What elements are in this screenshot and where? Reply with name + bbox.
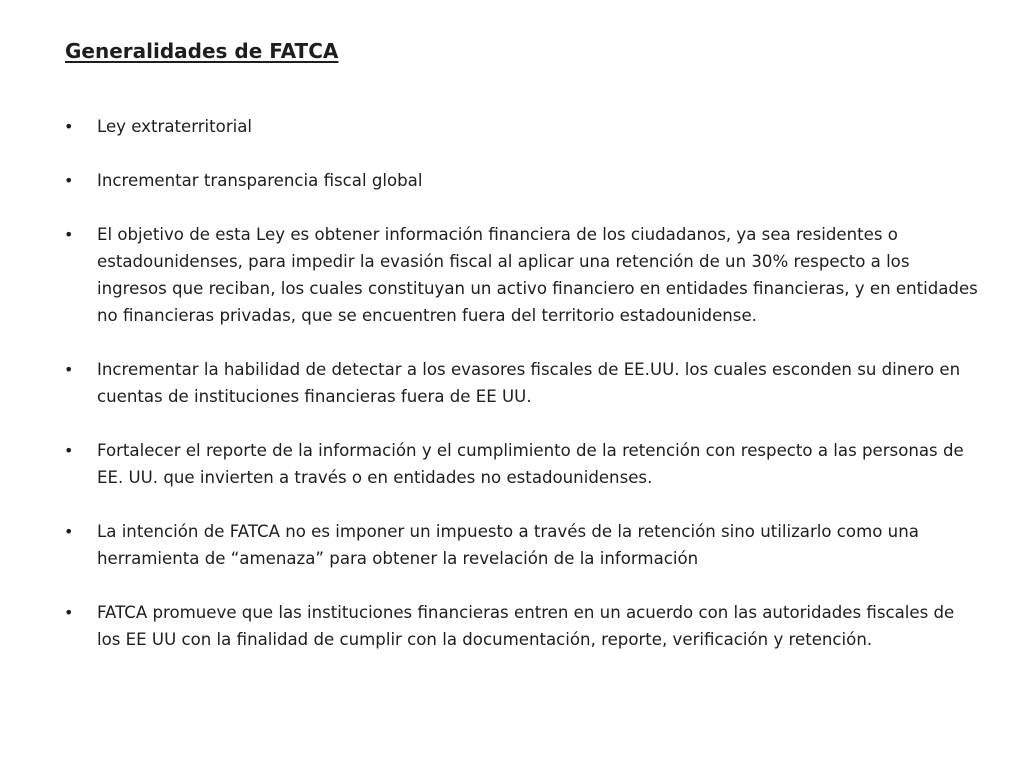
bullet-dot-icon: • <box>64 117 74 136</box>
bullet-text: FATCA promueve que las instituciones financieras entren en un acuerdo con las autoridades fiscales de los EE UU con la finalidad de cumplir con la documentación, reporte, verificación y retención. <box>97 603 955 649</box>
bullet-item <box>60 518 982 572</box>
bullet-item <box>60 599 982 653</box>
bullet-dot-icon: • <box>64 225 74 244</box>
bullet-text: Incrementar transparencia fiscal global <box>97 171 423 190</box>
bullet-dot-icon: • <box>64 522 74 541</box>
bullet-text: El objetivo de esta Ley es obtener información financiera de los ciudadanos, ya sea residentes o estadounidenses, para impedir la evasión fiscal al aplicar una retención de un 30% respecto a los ingresos que reciban, los cuales constituyan un activo financiero en entidades financieras, y en entidades no financieras privadas, que se encuentren fuera del territorio estadounidense. <box>97 225 978 325</box>
slide-title: Generalidades de FATCA <box>65 39 339 63</box>
bullet-text: Incrementar la habilidad de detectar a los evasores fiscales de EE.UU. los cuales esconden su dinero en cuentas de instituciones financieras fuera de EE UU. <box>97 360 961 406</box>
bullet-item <box>60 167 982 194</box>
bullet-dot-icon: • <box>64 171 74 190</box>
bullet-item <box>60 356 982 410</box>
bullet-item <box>60 437 982 491</box>
bullet-dot-icon: • <box>64 360 74 379</box>
bullet-dot-icon: • <box>64 441 74 460</box>
bullet-text: La intención de FATCA no es imponer un impuesto a través de la retención sino utilizarlo como una herramienta de “amenaza” para obtener la revelación de la información <box>97 522 919 568</box>
bullet-list <box>60 113 982 653</box>
bullet-dot-icon: • <box>64 603 74 622</box>
bullet-text: Ley extraterritorial <box>97 117 253 136</box>
bullet-item <box>60 221 982 329</box>
bullet-text: Fortalecer el reporte de la información y el cumplimiento de la retención con respecto a las personas de EE. UU. que invierten a través o en entidades no estadounidenses. <box>97 441 964 487</box>
bullet-item <box>60 113 982 140</box>
